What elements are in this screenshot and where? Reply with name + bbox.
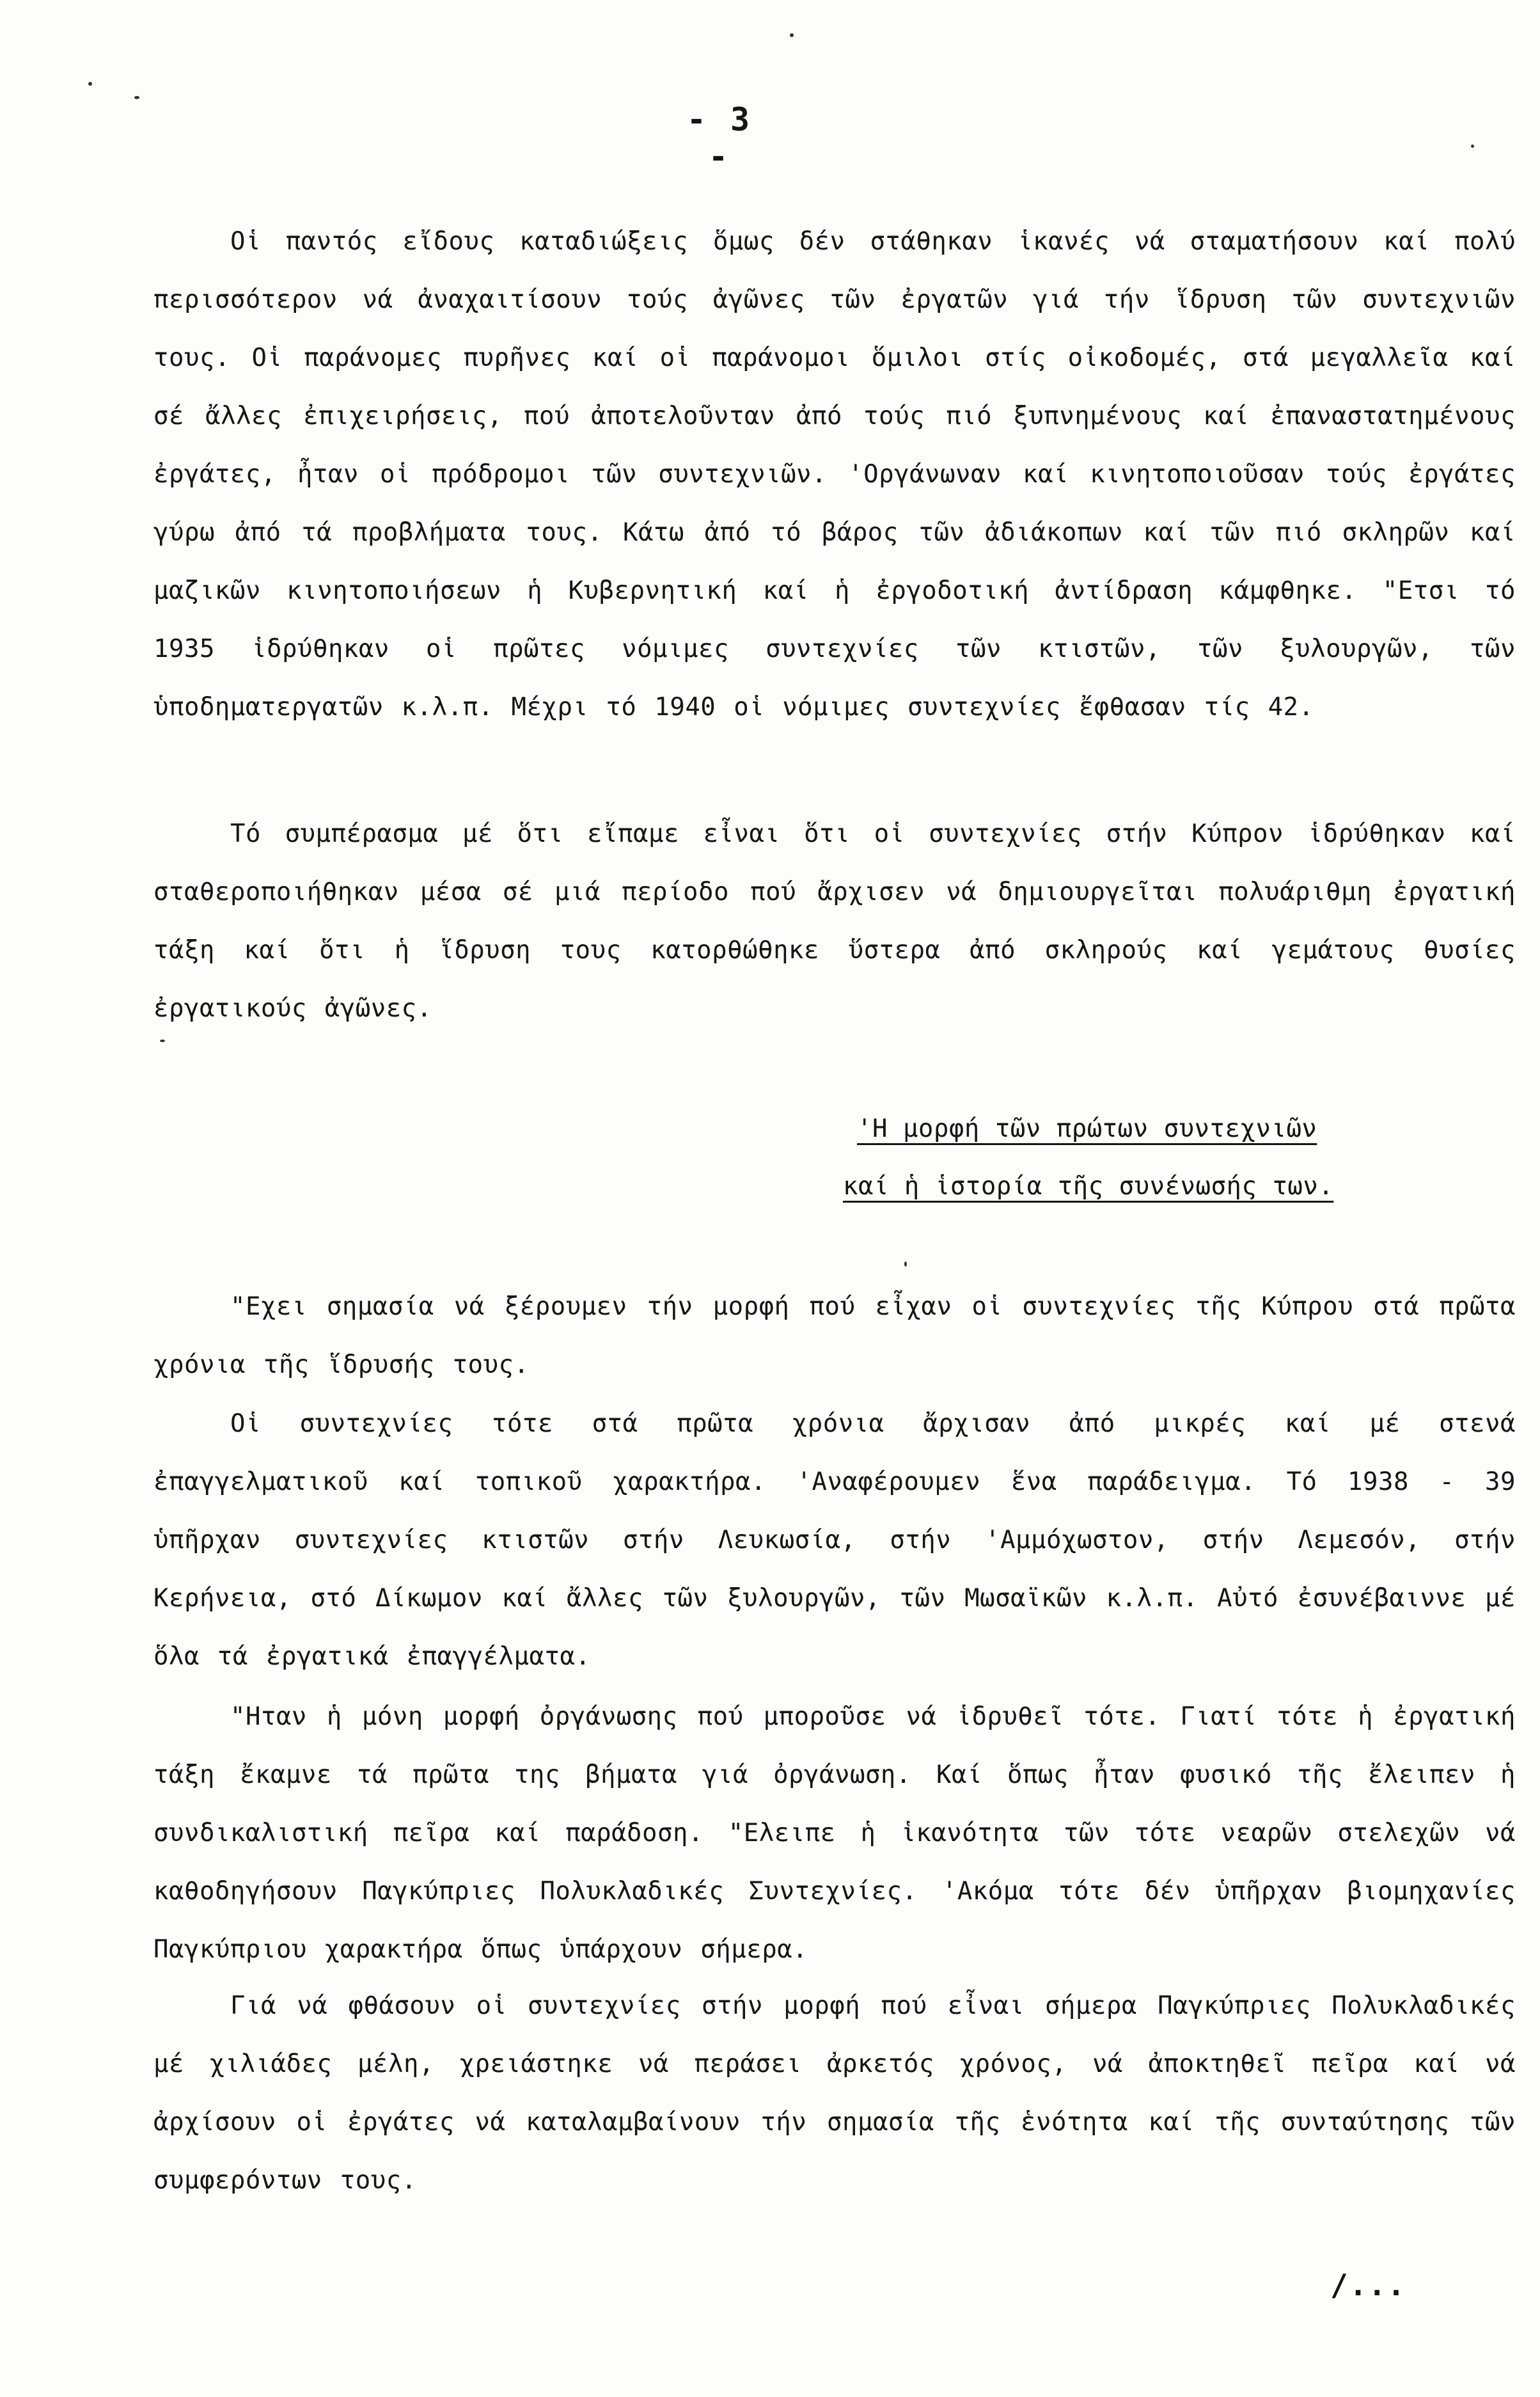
paragraph-form-importance: "Εχει σημασία νά ξέρουμεν τήν μορφή πού εἶχαν οἱ συντεχνίες τῆς Κύπρου στά πρῶτα χρόνια τῆς ἵδρυσής τους. [153, 1292, 1516, 1379]
scan-speck [88, 82, 92, 86]
continuation-mark: /... [1330, 2268, 1406, 2302]
scan-speck [134, 96, 139, 99]
section-heading-line-2: καί ἡ ἱστορία τῆς συνένωσής των. [843, 1172, 1334, 1201]
scan-speck [790, 33, 794, 37]
section-heading-line-1: 'Η μορφή τῶν πρώτων συντεχνιῶν [857, 1114, 1317, 1143]
paragraph-early-unions: Οἱ συντεχνίες τότε στά πρῶτα χρόνια ἄρχισαν ἀπό μικρές καί μέ στενά ἐπαγγελματικοῦ καί τοπικοῦ χαρακτήρα. 'Αναφέρουμεν ἕνα παράδειγμα. Τό 1938 - 39 ὑπῆρχαν συντεχνίες κτιστῶν στήν Λευκωσία, στήν 'Αμμόχωστον, στήν Λεμεσόν, στήν Κερήνεια, στό Δίκωμον καί ἄλλες τῶν ξυλουργῶν, τῶν Μωσαϊκῶν κ.λ.π. Αὐτό ἐσυνέβαιννε μέ ὅλα τά ἐργατικά ἐπαγγέλματα. [153, 1409, 1516, 1671]
scan-speck [904, 1262, 907, 1267]
page-number: - 3 - [686, 101, 753, 175]
scan-speck [1471, 145, 1474, 148]
paragraph-pancyprian: Γιά νά φθάσουν οἱ συντεχνίες στήν μορφή πού εἶναι σήμερα Παγκύπριες Πολυκλαδικές μέ χιλιάδες μέλη, χρειάστηκε νά περάσει ἀρκετός χρόνος, νά ἀποκτηθεῖ πεῖρα καί νά ἀρχίσουν οἱ ἐργάτες νά καταλαμβαίνουν τήν σημασία τῆς ἑνότητα καί τῆς συνταύτησης τῶν συμφερόντων τους. [153, 1991, 1516, 2195]
paragraph-only-form: "Ηταν ἡ μόνη μορφή ὀργάνωσης πού μποροῦσε νά ἱδρυθεῖ τότε. Γιατί τότε ἡ ἐργατική τάξη ἔκαμνε τά πρῶτα της βήματα γιά ὀργάνωση. Καί ὅπως ἦταν φυσικό τῆς ἔλειπεν ἡ συνδικαλιστική πεῖρα καί παράδοση. "Ελειπε ἡ ἱκανότητα τῶν τότε νεαρῶν στελεχῶν νά καθοδηγήσουν Παγκύπριες Πολυκλαδικές Συντεχνίες. 'Ακόμα τότε δέν ὑπῆρχαν βιομηχανίες Παγκύπριου χαρακτήρα ὅπως ὑπάρχουν σήμερα. [153, 1702, 1516, 1964]
paragraph-persecutions: Οἱ παντός εἴδους καταδιώξεις ὅμως δέν στάθηκαν ἱκανές νά σταματήσουν καί πολύ περισσότερον νά ἀναχαιτίσουν τούς ἀγῶνες τῶν ἐργατῶν γιά τήν ἵδρυση τῶν συντεχνιῶν τους. Οἱ παράνομες πυρῆνες καί οἱ παράνομοι ὅμιλοι στίς οἰκοδομές, στά μεγαλλεῖα καί σέ ἄλλες ἐπιχειρήσεις, πού ἀποτελοῦνταν ἀπό τούς πιό ξυπνημένους καί ἐπαναστατημένους ἐργάτες, ἦταν οἱ πρόδρομοι τῶν συντεχνιῶν. 'Οργάνωναν καί κινητοποιοῦσαν τούς ἐργάτες γύρω ἀπό τά προβλήματα τους. Κάτω ἀπό τό βάρος τῶν ἀδιάκοπων καί τῶν πιό σκληρῶν καί μαζικῶν κινητοποιήσεων ἡ Κυβερνητική καί ἡ ἐργοδοτική ἀντίδραση κάμφθηκε. "Ετσι τό 1935 ἱδρύθηκαν οἱ πρῶτες νόμιμες συντεχνίες τῶν κτιστῶν, τῶν ξυλουργῶν, τῶν ὑποδηματεργατῶν κ.λ.π. Μέχρι τό 1940 οἱ νόμιμες συντεχνίες ἔφθασαν τίς 42. [153, 227, 1516, 722]
paragraph-conclusion: Τό συμπέρασμα μέ ὅτι εἴπαμε εἶναι ὅτι οἱ συντεχνίες στήν Κύπρον ἱδρύθηκαν καί σταθεροποιήθηκαν μέσα σέ μιά περίοδο πού ἄρχισεν νά δημιουργεῖται πολυάριθμη ἐργατική τάξη καί ὅτι ἡ ἵδρυση τους κατορθώθηκε ὕστερα ἀπό σκληρούς καί γεμάτους θυσίες ἐργατικούς ἀγῶνες. [153, 819, 1516, 1023]
scan-speck [160, 1040, 165, 1042]
